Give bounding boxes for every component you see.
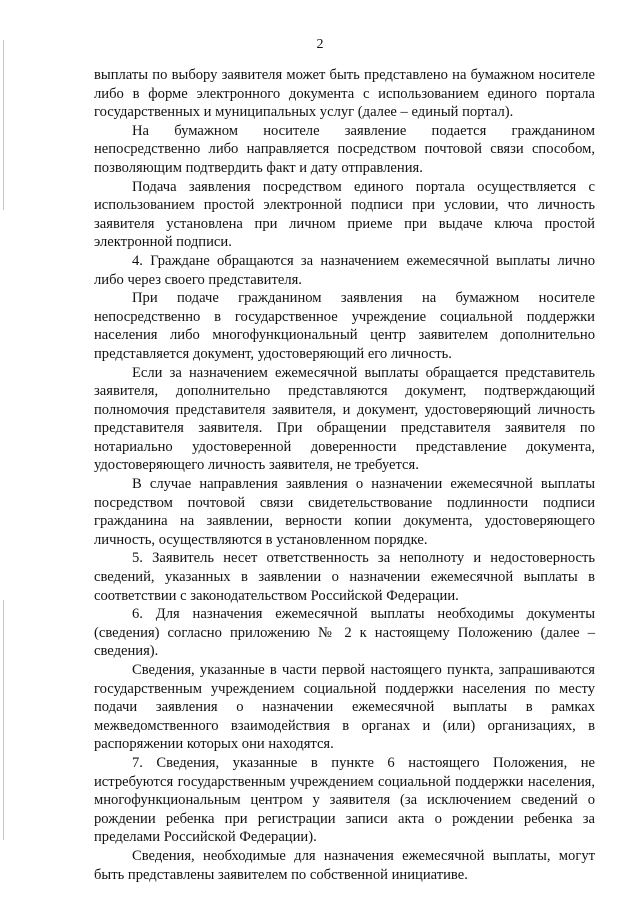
paragraph: 7. Сведения, указанные в пункте 6 настоящего Положения, не истребуются государственным учреждением социальной поддержки населения, многофункциональным центром у заявителя (за исключением сведений о рождении ребенка при регистрации записи акта о рождении ребенка за пределами Российской Федерации). — [94, 754, 595, 846]
paragraph: На бумажном носителе заявление подается гражданином непосредственно либо направляется посредством почтовой связи способом, позволяющим подтвердить факт и дату отправления. — [94, 122, 595, 176]
paragraph: Подача заявления посредством единого портала осуществляется с использованием простой электронной подписи при условии, что личность заявителя установлена при личном приеме при выдаче ключа простой электронной подписи. — [94, 178, 595, 251]
paragraph: 5. Заявитель несет ответственность за неполноту и недостоверность сведений, указанных в заявлении о назначении ежемесячной выплаты в соответствии с законодательством Российской Федерации. — [94, 550, 595, 604]
paragraph: Сведения, указанные в части первой настоящего пункта, запрашиваются государственным учреждением социальной поддержки населения по месту подачи заявления о назначении ежемесячной выплаты в рамках межведомственного взаимодействия в органах и (или) организациях, в распоряжении которых они находятся. — [94, 662, 595, 753]
paragraph: 6. Для назначения ежемесячной выплаты необходимы документы (сведения) согласно приложению № 2 к настоящему Положению (далее – сведения). — [94, 606, 595, 660]
scan-edge-mark — [3, 40, 4, 210]
paragraph: выплаты по выбору заявителя может быть представлено на бумажном носителе либо в форме электронного документа с использованием единого портала государственных и муниципальных услуг (далее – единый портал). — [94, 67, 595, 121]
paragraph: В случае направления заявления о назначении ежемесячной выплаты посредством почтовой связи свидетельствование подлинности подписи гражданина на заявлении, верности копии документа, удостоверяющего личность, осуществляются в установленном порядке. — [94, 476, 595, 548]
scan-edge-mark — [3, 600, 4, 840]
paragraph: При подаче гражданином заявления на бумажном носителе непосредственно в государственное учреждение социальной поддержки населения либо многофункциональный центр заявителем дополнительно представляется документ, удостоверяющий его личность. — [94, 290, 595, 362]
paragraph: 4. Граждане обращаются за назначением ежемесячной выплаты лично либо через своего представителя. — [94, 252, 595, 288]
paragraph: Сведения, необходимые для назначения ежемесячной выплаты, могут быть представлены заявителем по собственной инициативе. — [94, 847, 595, 883]
document-body — [94, 66, 595, 884]
page-number: 2 — [316, 37, 324, 52]
paragraph: Если за назначением ежемесячной выплаты обращается представитель заявителя, дополнительно представляются документ, подтверждающий полномочия представителя заявителя, и документ, удостоверяющий личность представителя заявителя. При обращении представителя заявителя по нотариально удостоверенной доверенности представление документа, удостоверяющего личность заявителя, не требуется. — [94, 364, 595, 474]
